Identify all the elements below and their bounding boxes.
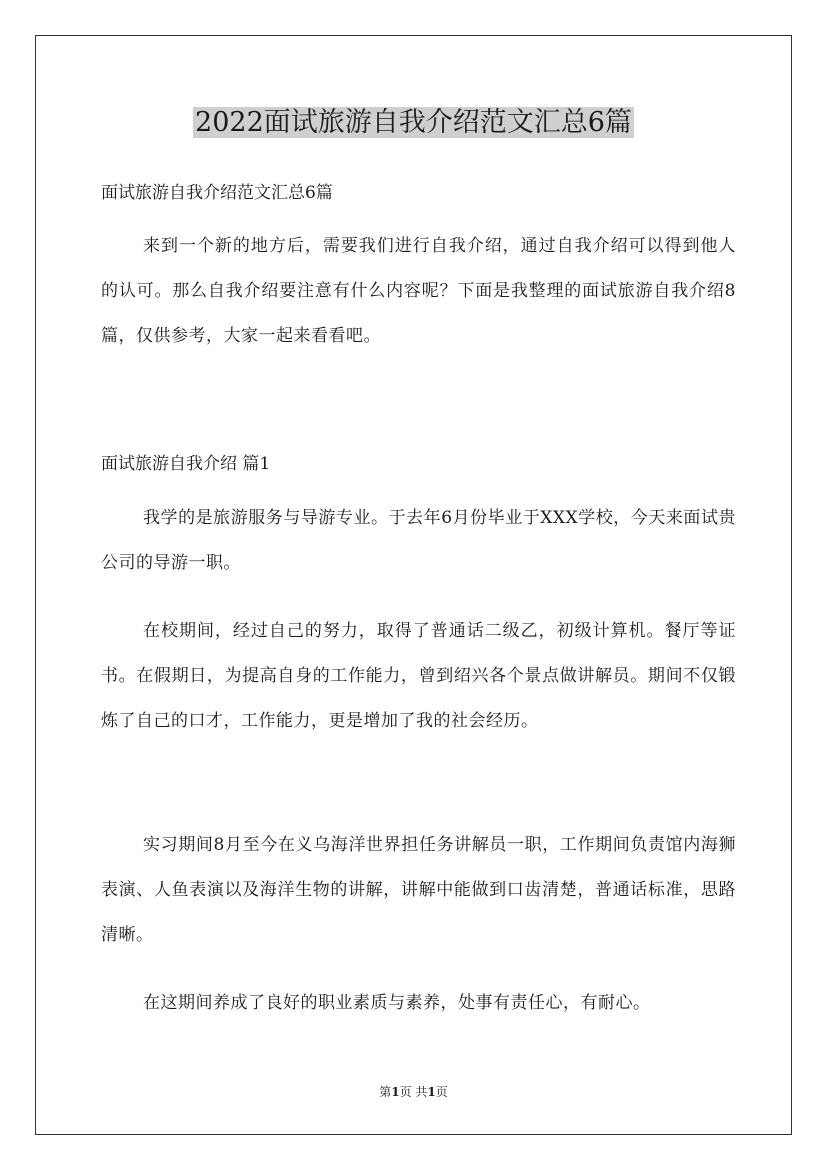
document-title: [0, 103, 827, 143]
footer-page-suffix: 页: [435, 1085, 448, 1099]
body-paragraph: 我学的是旅游服务与导游专业。于去年6月份毕业于XXX学校，今天来面试贵公司的导游一职。: [101, 508, 736, 573]
intro-paragraph: 来到一个新的地方后，需要我们进行自我介绍，通过自我介绍可以得到他人的认可。那么自我介绍要注意有什么内容呢？下面是我整理的面试旅游自我介绍8篇，仅供参考，大家一起来看看吧。: [101, 236, 736, 346]
footer-page-number: 1: [391, 1085, 400, 1099]
body-paragraph: 实习期间8月至今在义乌海洋世界担任务讲解员一职，工作期间负责馆内海狮表演、人鱼表演以及海洋生物的讲解，讲解中能做到口齿清楚，普通话标准，思路清晰。: [101, 835, 736, 945]
footer-page-total: 1: [427, 1085, 436, 1099]
body-paragraph: 在这期间养成了良好的职业素质与素养，处事有责任心，有耐心。: [143, 993, 651, 1013]
footer-page-prefix: 第: [379, 1085, 392, 1099]
body-paragraph: 在校期间，经过自己的努力，取得了普通话二级乙，初级计算机。餐厅等证书。在假期日，为提高自身的工作能力，曾到绍兴各个景点做讲解员。期间不仅锻炼了自己的口才，工作能力，更是增加了我的社会经历。: [101, 621, 736, 731]
document-subtitle: 面试旅游自我介绍范文汇总6篇: [101, 183, 333, 203]
section-heading: 面试旅游自我介绍 篇1: [101, 454, 271, 474]
footer-page-mid: 页 共: [399, 1085, 428, 1099]
page-footer: [0, 1083, 827, 1101]
document-title-text: 2022面试旅游自我介绍范文汇总6篇: [195, 107, 632, 138]
